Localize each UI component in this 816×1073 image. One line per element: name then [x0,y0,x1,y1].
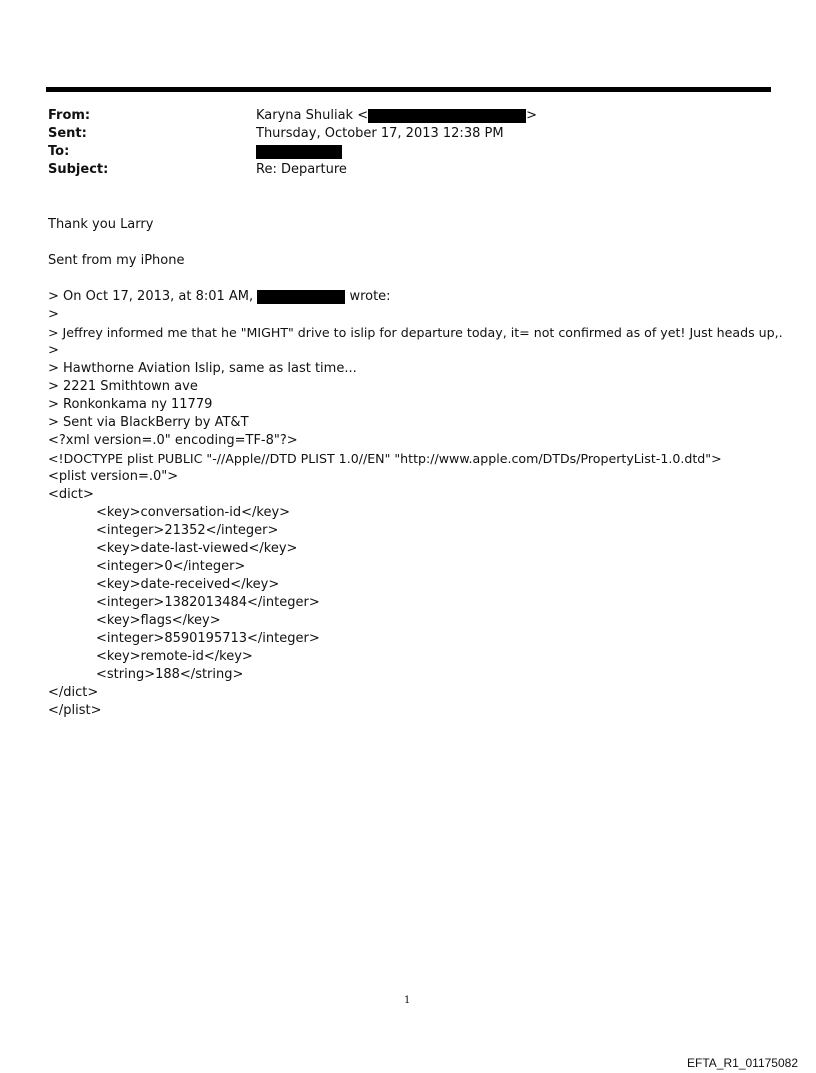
xml-declaration: <?xml version=.0" encoding=TF-8"?> [48,433,298,448]
dict-line: <integer>0</integer> [96,559,246,574]
dict-line: <key>conversation-id</key> [96,505,291,520]
redaction-block [368,109,526,123]
bates-number: EFTA_R1_01175082 [687,1056,798,1070]
quote-intro-post: wrote: [349,289,391,304]
dict-close: </dict> [48,685,99,700]
dict-line: <integer>21352</integer> [96,523,279,538]
redaction-block [256,145,342,159]
quote-marker: > [48,307,59,322]
quote-line: > Sent via BlackBerry by AT&T [48,415,249,430]
plist-open: <plist version=.0"> [48,469,179,484]
quote-intro-pre: > On Oct 17, 2013, at 8:01 AM, [48,289,254,304]
to-label: To: [48,144,70,159]
from-value [256,108,537,123]
header-rule [46,87,771,92]
quote-line: > Hawthorne Aviation Islip, same as last time... [48,361,357,376]
doctype-line: <!DOCTYPE plist PUBLIC "-//Apple//DTD PLIST 1.0//EN" "http://www.apple.com/DTDs/PropertyList-1.0.dtd"> [48,451,722,466]
sent-label: Sent: [48,126,87,141]
dict-line: <key>flags</key> [96,613,221,628]
from-close: > [526,108,538,123]
from-label: From: [48,108,91,123]
dict-open: <dict> [48,487,94,502]
subject-value: Re: Departure [256,162,347,177]
dict-line: <key>date-last-viewed</key> [96,541,298,556]
quote-marker: > [48,343,59,358]
quote-line: > Jeffrey informed me that he "MIGHT" drive to islip for departure today, it= not confirmed as of yet! Just heads up,. [48,325,783,340]
body-line-signature: Sent from my iPhone [48,253,185,268]
dict-line: <key>remote-id</key> [96,649,253,664]
quote-intro [48,288,391,306]
subject-label: Subject: [48,162,109,177]
dict-line: <string>188</string> [96,667,244,682]
redaction-block [257,290,345,304]
quote-line: > Ronkonkama ny 11779 [48,397,213,412]
dict-line: <key>date-received</key> [96,577,280,592]
dict-line: <integer>8590195713</integer> [96,631,320,646]
to-value [256,144,342,159]
body-line-thanks: Thank you Larry [48,217,154,232]
plist-close: </plist> [48,703,102,718]
quote-line: > 2221 Smithtown ave [48,379,198,394]
sent-value: Thursday, October 17, 2013 12:38 PM [256,126,504,141]
from-name: Karyna Shuliak < [256,108,369,123]
dict-line: <integer>1382013484</integer> [96,595,320,610]
page-number: 1 [404,995,411,1006]
